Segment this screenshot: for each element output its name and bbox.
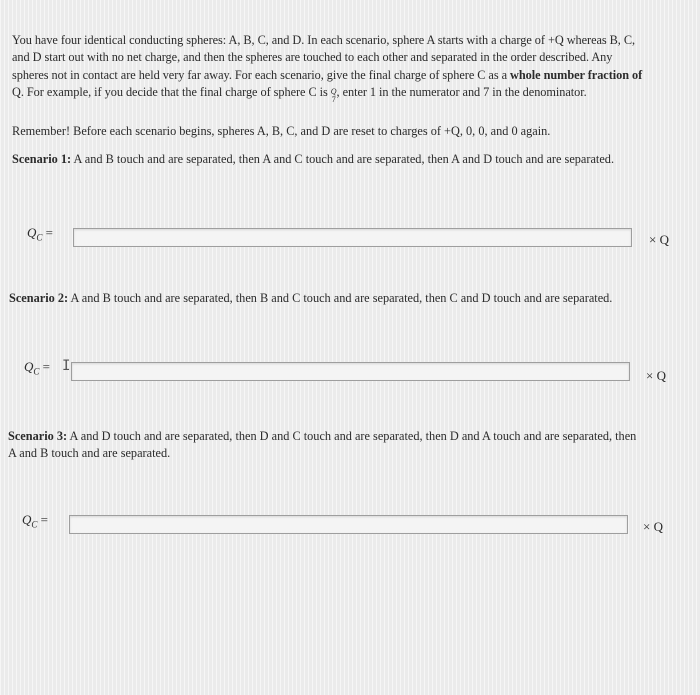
- scenario-3-answer-input[interactable]: [69, 515, 628, 534]
- scenario-1-equals: =: [45, 225, 53, 240]
- scenario-1-unit: × Q: [649, 232, 669, 247]
- intro-emphasis: whole number fraction of: [510, 67, 643, 82]
- scenario-2-label: [24, 359, 50, 377]
- scenario-1-title: Scenario 1:: [12, 152, 72, 166]
- scenario-2-title: Scenario 2:: [9, 291, 69, 305]
- scenario-1-q-sub: C: [36, 232, 43, 243]
- intro-line-2: and D start out with no net charge, and then the spheres are touched to each other and separated in the order described. Any: [12, 50, 613, 65]
- scenario-1-q: Q: [27, 225, 37, 240]
- problem-intro: [12, 32, 700, 104]
- scenario-1-description: [12, 151, 614, 168]
- remember-note: Remember! Before each scenario begins, spheres A, B, C, and D are reset to charges of +Q, 0, 0, and 0 again.: [12, 124, 551, 138]
- scenario-3-text-2: A and B touch and are separated.: [8, 446, 171, 460]
- scenario-2-q-sub: C: [33, 366, 40, 377]
- example-numerator: Q: [330, 87, 337, 97]
- intro-line-3: [12, 67, 700, 84]
- intro-line-4: [12, 84, 700, 104]
- scenario-3-q: Q: [22, 512, 32, 527]
- example-denominator: 7: [331, 95, 336, 105]
- scenario-3-label: [22, 512, 48, 530]
- scenario-1-text: A and B touch and are separated, then A and C touch and are separated, then A and D touch and are separated.: [73, 152, 615, 166]
- scenario-1-answer-input[interactable]: [73, 228, 632, 247]
- scenario-3-equals: =: [40, 512, 48, 527]
- scenario-3-line-1: [8, 428, 636, 445]
- scenario-2-answer-input[interactable]: [71, 362, 630, 381]
- intro-line-1: You have four identical conducting spheres: A, B, C, and D. In each scenario, sphere A starts with a charge of +Q whereas B, C,: [12, 33, 636, 47]
- scenario-3-text-1: A and D touch and are separated, then D and C touch and are separated, then D and A touch and are separated, then: [69, 429, 637, 443]
- scenario-3-title: Scenario 3:: [8, 429, 68, 443]
- text-cursor-icon: I: [62, 358, 71, 374]
- scenario-1-label: [27, 225, 53, 243]
- scenario-3-unit: × Q: [643, 519, 663, 534]
- scenario-2-q: Q: [24, 359, 34, 374]
- intro-line-4-end: , enter 1 in the numerator and 7 in the denominator.: [336, 85, 587, 100]
- scenario-2-equals: =: [42, 359, 50, 374]
- scenario-2-unit: × Q: [646, 368, 666, 383]
- scenario-2-description: [9, 290, 612, 307]
- scenario-2-text: A and B touch and are separated, then B and C touch and are separated, then C and D touch and are separated.: [70, 291, 613, 305]
- intro-line-3-text: spheres not in contact are held very far away. For each scenario, give the final charge of sphere C as a: [12, 67, 508, 82]
- scenario-3-description: [8, 428, 636, 462]
- scenario-3-q-sub: C: [31, 519, 38, 530]
- intro-line-4-text: Q. For example, if you decide that the final charge of sphere C is: [12, 85, 328, 100]
